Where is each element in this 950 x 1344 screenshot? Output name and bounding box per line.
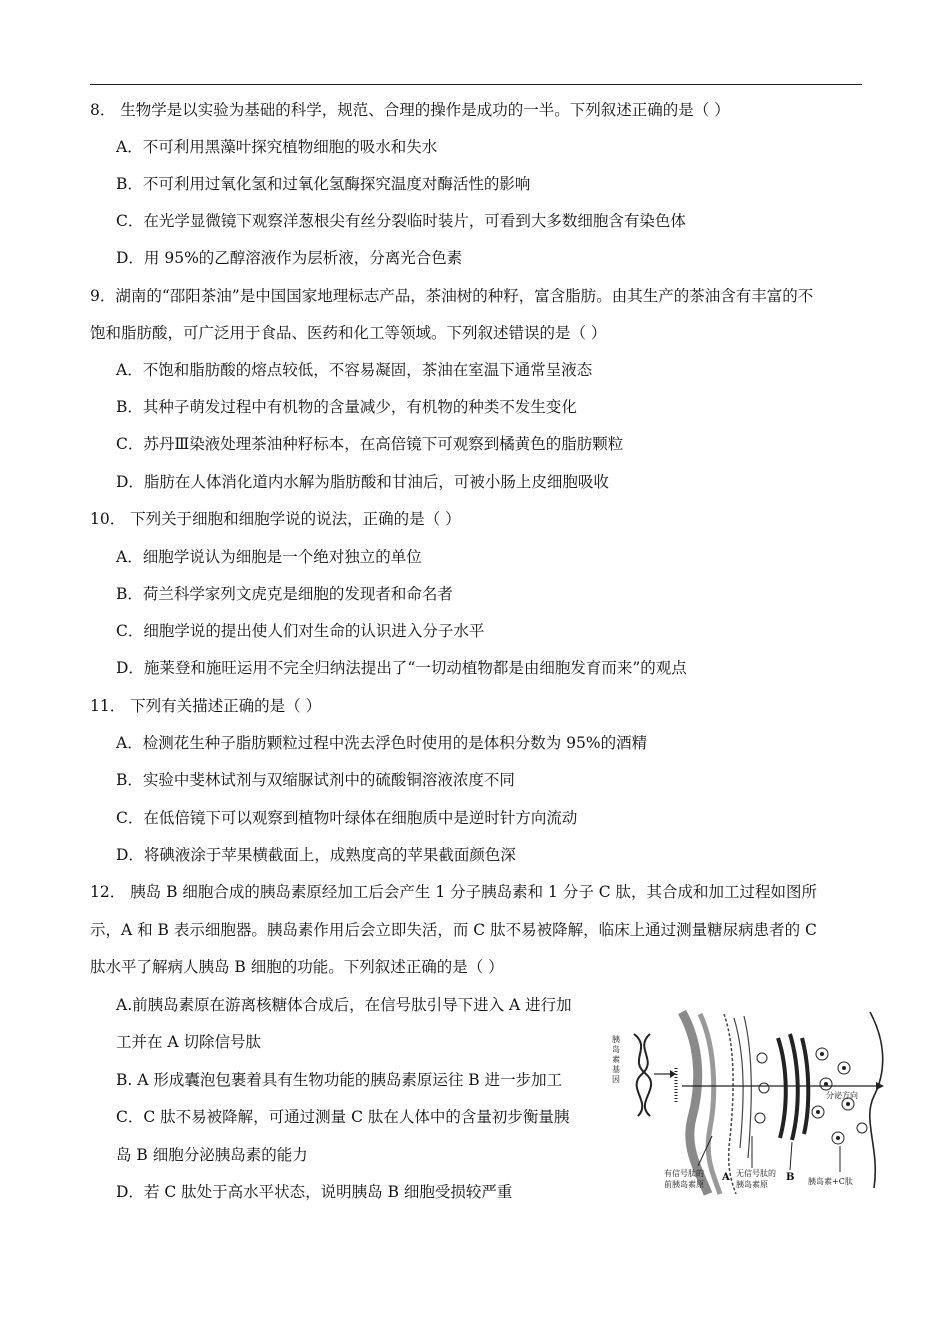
label-organelle-b: B: [786, 1172, 795, 1183]
q12-stem-line1: 12． 胰岛 B 细胞合成的胰岛素原经加工后会产生 1 分子胰岛素和 1 分子 C 肽，其合成和加工过程如图所: [90, 883, 818, 901]
q9-option-b: B．其种子萌发过程中有机物的含量减少，有机物的种类不发生变化: [116, 398, 577, 416]
q12-stem-line2: 示，A 和 B 表示细胞器。胰岛素作用后会立即失活，而 C 肽不易被降解，临床上通过测量糖尿病患者的 C: [90, 921, 817, 939]
gene-label-1: 胰: [612, 1035, 620, 1044]
insulin-synthesis-diagram: [612, 1008, 888, 1196]
label-organelle-a: A: [722, 1172, 730, 1183]
q12-option-c-line2: 岛 B 细胞分泌胰岛素的能力: [116, 1146, 308, 1164]
q9-stem-line1: 9．湖南的“邵阳茶油”是中国国家地理标志产品，茶油树的种籽，富含脂肪。由其生产的茶油含有丰富的不: [90, 287, 814, 305]
q9-option-a: A．不饱和脂肪酸的熔点较低，不容易凝固，茶油在室温下通常呈液态: [116, 361, 593, 379]
q8-stem: 8． 生物学是以实验为基础的科学，规范、合理的操作是成功的一半。下列叙述正确的是（ ）: [90, 101, 730, 119]
q8-option-c: C．在光学显微镜下观察洋葱根尖有丝分裂临时装片，可看到大多数细胞含有染色体: [116, 212, 686, 230]
q10-option-b: B．荷兰科学家列文虎克是细胞的发现者和命名者: [116, 585, 453, 603]
label-proinsulin-2: 胰岛素原: [736, 1180, 768, 1189]
q11-option-d: D．将碘液涂于苹果横截面上，成熟度高的苹果截面颜色深: [116, 846, 516, 864]
label-preproinsulin-2: 前胰岛素原: [664, 1180, 704, 1189]
q9-option-c: C．苏丹Ⅲ染液处理茶油种籽标本，在高倍镜下可观察到橘黄色的脂肪颗粒: [116, 435, 624, 453]
gene-label-2: 岛: [612, 1045, 620, 1054]
label-insulin-cpeptide: 胰岛素+C肽: [808, 1177, 853, 1186]
q10-option-a: A．细胞学说认为细胞是一个绝对独立的单位: [116, 548, 422, 566]
q8-option-b: B．不可利用过氧化氢和过氧化氢酶探究温度对酶活性的影响: [116, 175, 531, 193]
q11-option-c: C．在低倍镜下可以观察到植物叶绿体在细胞质中是逆时针方向流动: [116, 809, 578, 827]
direction-label: 分泌方向: [826, 1091, 858, 1100]
q11-option-a: A．检测花生种子脂肪颗粒过程中洗去浮色时使用的是体积分数为 95%的酒精: [116, 734, 648, 752]
q12-stem-line3: 肽水平了解病人胰岛 B 细胞的功能。下列叙述正确的是（ ）: [90, 958, 504, 976]
gene-label-5: 因: [612, 1075, 620, 1084]
q9-stem-line2: 饱和脂肪酸，可广泛用于食品、医药和化工等领域。下列叙述错误的是（ ）: [90, 324, 607, 342]
q10-option-d: D．施莱登和施旺运用不完全归纳法提出了“一切动植物都是由细胞发育而来”的观点: [116, 659, 687, 677]
q11-stem: 11． 下列有关描述正确的是（ ）: [90, 697, 322, 715]
q8-option-d: D．用 95%的乙醇溶液作为层析液，分离光合色素: [116, 249, 463, 267]
q12-option-d: D．若 C 肽处于高水平状态，说明胰岛 B 细胞受损较严重: [116, 1183, 513, 1201]
q11-option-b: B．实验中斐林试剂与双缩脲试剂中的硫酸铜溶液浓度不同: [116, 771, 515, 789]
q8-option-a: A．不可利用黑藻叶探究植物细胞的吸水和失水: [116, 138, 438, 156]
label-proinsulin-1: 无信号肽的: [736, 1169, 776, 1178]
q12-option-b: B. A 形成囊泡包裹着具有生物功能的胰岛素原运往 B 进一步加工: [116, 1071, 563, 1089]
q9-option-d: D．脂肪在人体消化道内水解为脂肪酸和甘油后，可被小肠上皮细胞吸收: [116, 473, 609, 491]
q12-option-a-line1: A.前胰岛素原在游离核糖体合成后，在信号肽引导下进入 A 进行加: [116, 996, 572, 1014]
label-preproinsulin-1: 有信号肽的: [664, 1169, 704, 1178]
q12-option-c-line1: C．C 肽不易被降解，可通过测量 C 肽在人体中的含量初步衡量胰: [116, 1108, 570, 1126]
q10-stem: 10． 下列关于细胞和细胞学说的说法，正确的是（ ）: [90, 510, 461, 528]
gene-label-4: 基: [612, 1065, 620, 1074]
gene-label-3: 素: [612, 1055, 620, 1064]
q12-option-a-line2: 工并在 A 切除信号肽: [116, 1033, 262, 1051]
q10-option-c: C．细胞学说的提出使人们对生命的认识进入分子水平: [116, 622, 485, 640]
header-rule: [90, 84, 862, 85]
